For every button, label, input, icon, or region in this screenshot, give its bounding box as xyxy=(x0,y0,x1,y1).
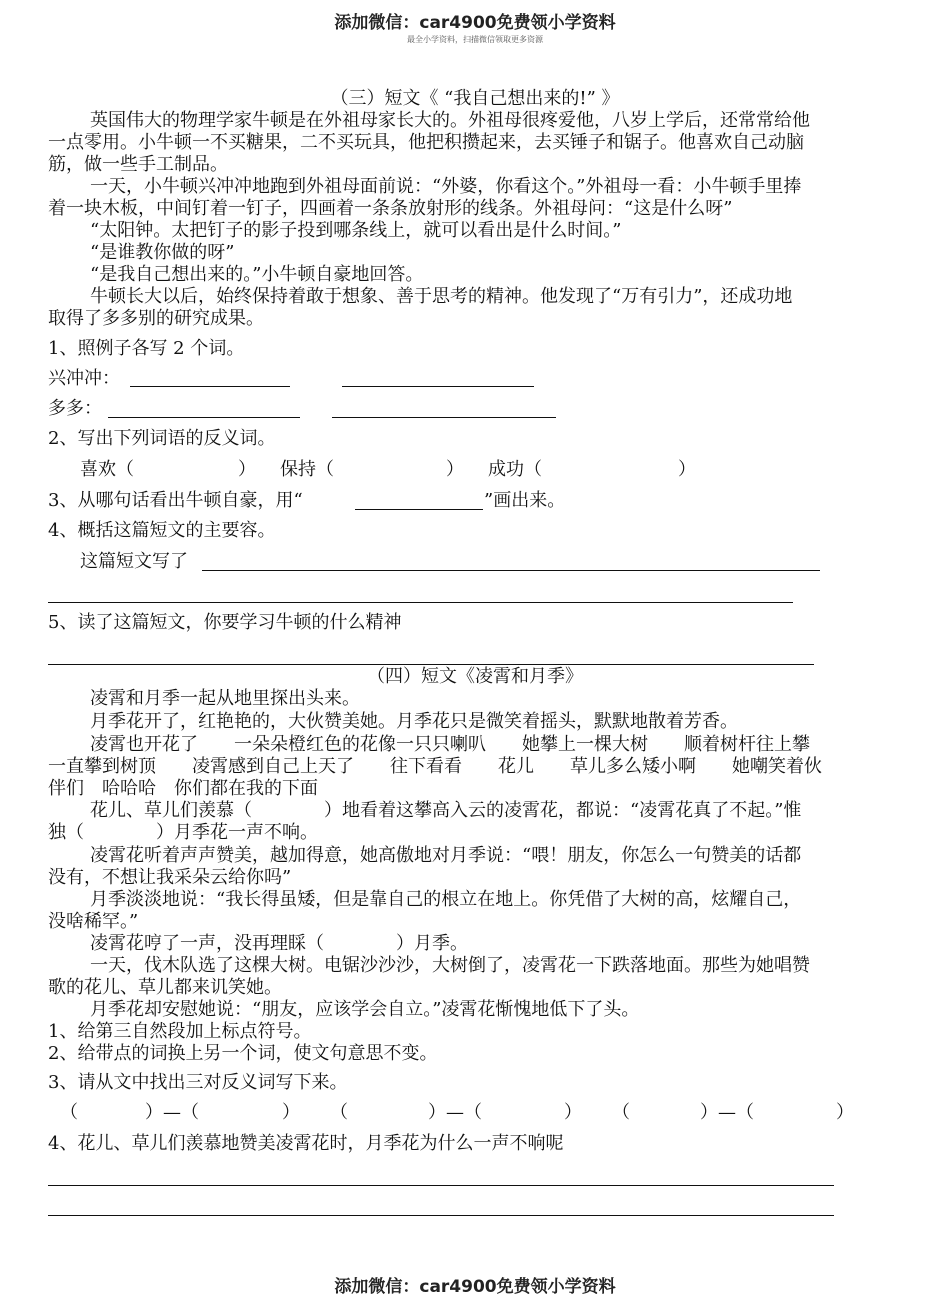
s4-line: 月季花却安慰她说：“朋友，应该学会自立。”凌霄花惭愧地低下了头。 xyxy=(90,999,640,1020)
s4-line: 伴们 哈哈哈 你们都在我的下面 xyxy=(48,778,318,799)
answer-line[interactable] xyxy=(48,602,793,603)
s3-line: “是谁教你做的呀” xyxy=(90,242,235,263)
answer-line[interactable] xyxy=(355,509,483,510)
s3-q1-label-a: 兴冲冲： xyxy=(48,368,120,389)
s3-line: 牛顿长大以后，始终保持着敢于想象、善于思考的精神。他发现了“万有引力”，还成功地 xyxy=(90,286,793,307)
antonym-pair-bracket: （ xyxy=(60,1102,78,1123)
antonym-pair-bracket: ） xyxy=(564,1102,582,1123)
antonym-pair-bracket: （ xyxy=(612,1102,630,1123)
s4-line: 没啥稀罕。” xyxy=(48,911,139,932)
s4-line: 凌霄花听着声声赞美，越加得意，她高傲地对月季说：“喂！朋友，你怎么一句赞美的话都 xyxy=(90,845,802,866)
answer-line[interactable] xyxy=(332,417,556,418)
s4-question-3: 3、请从文中找出三对反义词写下来。 xyxy=(48,1072,348,1093)
s4-question-1: 1、给第三自然段加上标点符号。 xyxy=(48,1021,312,1042)
s3-line: 英国伟大的物理学家牛顿是在外祖母家长大的。外祖母很疼爱他，八岁上学后，还常常给他 xyxy=(90,110,810,131)
s3-question-3b: ”画出来。 xyxy=(484,490,566,511)
antonym-label: 成功（ xyxy=(488,459,542,480)
antonym-close: ） xyxy=(446,459,464,480)
antonym-pair-bracket: ）—（ xyxy=(428,1102,482,1123)
s4-question-2: 2、给带点的词换上另一个词，使文句意思不变。 xyxy=(48,1043,438,1064)
s3-line: 筋，做一些手工制品。 xyxy=(48,154,228,175)
antonym-pair-bracket: ）—（ xyxy=(700,1102,754,1123)
answer-line[interactable] xyxy=(48,664,814,665)
s3-line: 一点零用。小牛顿一不买糖果，二不买玩具，他把积攒起来，去买锤子和锯子。他喜欢自己动脑 xyxy=(48,132,804,153)
s4-line: 月季淡淡地说：“我长得虽矮，但是靠自己的根立在地上。你凭借了大树的高，炫耀自己， xyxy=(90,889,802,910)
s4-line: 月季花开了，红艳艳的，大伙赞美她。月季花只是微笑着摇头，默默地散着芳香。 xyxy=(90,711,738,732)
s4-line: 没有，不想让我采朵云给你吗” xyxy=(48,867,292,888)
s3-question-1: 1、照例子各写 2 个词。 xyxy=(48,338,245,359)
answer-line[interactable] xyxy=(48,1185,834,1186)
s3-q4-prompt: 这篇短文写了 xyxy=(80,551,188,572)
s4-question-4: 4、花儿、草儿们羡慕地赞美凌霄花时，月季花为什么一声不响呢 xyxy=(48,1133,564,1154)
header-watermark: 添加微信：car4900免费领小学资料 xyxy=(334,13,616,33)
antonym-pair-bracket: ）—（ xyxy=(145,1102,199,1123)
antonym-label: 喜欢（ xyxy=(80,459,134,480)
answer-line[interactable] xyxy=(130,386,290,387)
s3-line: “太阳钟。太把钉子的影子投到哪条线上，就可以看出是什么时间。” xyxy=(90,220,622,241)
antonym-label: 保持（ xyxy=(280,459,334,480)
answer-line[interactable] xyxy=(48,1215,834,1216)
antonym-pair-bracket: ） xyxy=(836,1102,854,1123)
s3-question-2: 2、写出下列词语的反义词。 xyxy=(48,428,276,449)
s3-question-3a: 3、从哪句话看出牛顿自豪，用“ xyxy=(48,490,303,511)
s4-line: 凌霄花哼了一声，没再理睬（ ）月季。 xyxy=(90,933,468,954)
s3-question-5: 5、读了这篇短文，你要学习牛顿的什么精神 xyxy=(48,612,402,633)
s3-question-4: 4、概括这篇短文的主要容。 xyxy=(48,520,276,541)
s4-line: 花儿、草儿们羡慕（ ）地看着这攀高入云的凌霄花，都说：“凌霄花真了不起。”惟 xyxy=(90,800,802,821)
section3-title: （三）短文《 “我自己想出来的!” 》 xyxy=(330,88,620,109)
s3-line: 一天，小牛顿兴冲冲地跑到外祖母面前说：“外婆，你看这个。”外祖母一看：小牛顿手里捧 xyxy=(90,176,802,197)
answer-line[interactable] xyxy=(202,570,820,571)
section4-title: （四）短文《凌霄和月季》 xyxy=(367,666,583,687)
s4-line: 独（ ）月季花一声不响。 xyxy=(48,822,318,843)
header-subtext: 最全小学资料，扫描微信领取更多资源 xyxy=(407,35,543,44)
antonym-close: ） xyxy=(238,459,256,480)
footer-watermark: 添加微信：car4900免费领小学资料 xyxy=(334,1277,616,1297)
s4-line: 凌霄和月季一起从地里探出头来。 xyxy=(90,688,360,709)
s4-line: 一直攀到树顶 凌霄感到自己上天了 往下看看 花儿 草儿多么矮小啊 她嘲笑着伙 xyxy=(48,756,822,777)
antonym-pair-bracket: ） xyxy=(282,1102,300,1123)
s4-line: 凌霄也开花了 一朵朵橙红色的花像一只只喇叭 她攀上一棵大树 顺着树杆往上攀 xyxy=(90,734,810,755)
answer-line[interactable] xyxy=(108,417,300,418)
s3-line: 着一块木板，中间钉着一钉子，四画着一条条放射形的线条。外祖母问：“这是什么呀” xyxy=(48,198,733,219)
s3-line: 取得了多多别的研究成果。 xyxy=(48,308,264,329)
s4-line: 歌的花儿、草儿都来讥笑她。 xyxy=(48,977,282,998)
antonym-close: ） xyxy=(678,459,696,480)
s3-line: “是我自己想出来的。”小牛顿自豪地回答。 xyxy=(90,264,424,285)
antonym-pair-bracket: （ xyxy=(330,1102,348,1123)
s4-line: 一天，伐木队选了这棵大树。电锯沙沙沙，大树倒了，凌霄花一下跌落地面。那些为她唱赞 xyxy=(90,955,810,976)
s3-q1-label-b: 多多： xyxy=(48,398,102,419)
answer-line[interactable] xyxy=(342,386,534,387)
